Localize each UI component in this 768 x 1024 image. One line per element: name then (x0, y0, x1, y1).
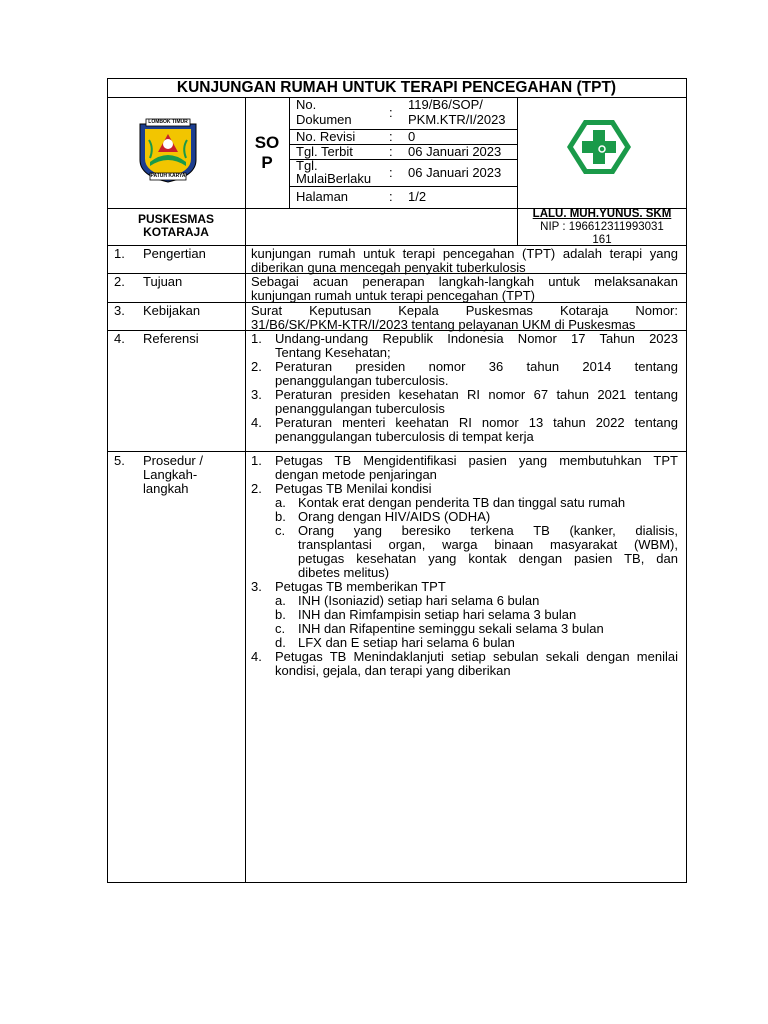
step-2a-text: Kontak erat dengan penderita TB dan tinggal satu rumah (298, 495, 626, 510)
referensi-item-1-line-1: Undang-undang Republik Indonesia Nomor 17 Tahun 2023 (275, 331, 678, 346)
document-title: KUNJUNGAN RUMAH UNTUK TERAPI PENCEGAHAN (TPT) (176, 79, 617, 96)
emblem-top-text: LOMBOK TIMUR (148, 119, 188, 125)
section-label-referensi: Referensi (143, 331, 199, 346)
signatory-nip-cont: 161 (592, 234, 612, 246)
list-number: 3. (251, 387, 262, 402)
step-3-text: Petugas TB memberikan TPT (275, 579, 446, 594)
colon: : (389, 144, 393, 159)
colon: : (389, 105, 393, 120)
section-label-prosedur-3: langkah (143, 481, 189, 496)
section-label-pengertian: Pengertian (143, 246, 206, 261)
list-number: 4. (251, 649, 262, 664)
list-letter: b. (275, 607, 286, 622)
organization-line1: PUSKESMAS (137, 212, 214, 226)
list-letter: c. (275, 621, 286, 636)
puskesmas-logo-icon (566, 119, 632, 175)
section-label-prosedur-2: Langkah- (143, 467, 198, 482)
step-2c-line-1: Orang yang beresiko terkena TB (kanker, dialisis, (298, 523, 678, 538)
kebijakan-line-2: 31/B6/SK/PKM-KTR/I/2023 tentang pelayanan UKM di Puskesmas (251, 317, 636, 332)
step-4-line-1: Petugas TB Menindaklanjuti setiap sebulan sekali dengan menilai (275, 649, 678, 664)
emblem-bottom-text: PATUH KARYA (150, 173, 186, 179)
sop-label-line1: SO (254, 133, 280, 152)
step-4-line-2: kondisi, gejala, dan terapi yang diberikan (275, 663, 511, 678)
step-1-line-2: dengan metode penjaringan (275, 467, 437, 482)
step-3d-text: LFX dan E setiap hari selama 6 bulan (298, 635, 515, 650)
lombok-timur-emblem-icon (136, 118, 200, 184)
list-number: 2. (251, 359, 262, 374)
tgl-mulai-label-2: MulaiBerlaku (296, 171, 372, 186)
referensi-item-2-line-2: penanggulangan tuberculosis. (275, 373, 449, 388)
no-revisi-label: No. Revisi (296, 129, 356, 144)
tujuan-line-1: Sebagai acuan penerapan langkah-langkah untuk melaksanakan (251, 274, 678, 289)
list-letter: a. (275, 495, 286, 510)
referensi-item-2-line-1: Peraturan presiden nomor 36 tahun 2014 tentang (275, 359, 678, 374)
kebijakan-line-1: Surat Keputusan Kepala Puskesmas Kotaraja Nomor: (251, 303, 678, 318)
halaman-label: Halaman (296, 189, 349, 204)
list-number: 2. (251, 481, 262, 496)
colon: : (389, 165, 393, 180)
tgl-terbit-label: Tgl. Terbit (296, 144, 353, 159)
list-letter: d. (275, 635, 286, 650)
step-2b-text: Orang dengan HIV/AIDS (ODHA) (298, 509, 491, 524)
list-number: 1. (251, 453, 262, 468)
signatory-nip: NIP : 196612311993031 (540, 221, 664, 233)
tgl-mulai-label-1: Tgl. (296, 158, 318, 173)
referensi-item-3-line-2: penanggulangan tuberculosis (275, 401, 445, 416)
section-label-prosedur: Prosedur / (143, 453, 203, 468)
step-3b-text: INH dan Rimfampisin setiap hari selama 3 bulan (298, 607, 577, 622)
list-letter: c. (275, 523, 286, 538)
tgl-terbit-value: 06 Januari 2023 (408, 144, 502, 159)
no-dokumen-label-2: Dokumen (296, 112, 352, 127)
tujuan-line-2: kunjungan rumah untuk terapi pencegahan (TPT) (251, 288, 536, 303)
colon: : (389, 189, 393, 204)
section-number: 3. (114, 303, 125, 318)
list-number: 3. (251, 579, 262, 594)
step-2c-line-2: transplantasi organ, warga binaan masyarakat (WBM), (298, 537, 678, 552)
halaman-value: 1/2 (408, 189, 427, 204)
section-label-kebijakan: Kebijakan (143, 303, 201, 318)
pengertian-line-1: kunjungan rumah untuk terapi pencegahan (TPT) adalah terapi yang (251, 246, 678, 261)
referensi-item-4-line-1: Peraturan menteri keehatan RI nomor 13 tahun 2022 tentang (275, 415, 678, 430)
list-number: 1. (251, 331, 262, 346)
list-letter: a. (275, 593, 286, 608)
sop-label (252, 133, 282, 173)
step-2c-line-4: dibetes melitus) (298, 565, 390, 580)
section-label-tujuan: Tujuan (143, 274, 183, 289)
no-revisi-value: 0 (408, 129, 416, 144)
no-dokumen-label-1: No. (296, 97, 317, 112)
step-2c-line-3: petugas kesehatan yang kontak dengan pasien TB, dan (298, 551, 678, 566)
step-3c-text: INH dan Rifapentine seminggu sekali selama 3 bulan (298, 621, 604, 636)
signatory-block (518, 208, 686, 246)
referensi-item-3-line-1: Peraturan presiden kesehatan RI nomor 67 tahun 2021 tentang (275, 387, 678, 402)
step-1-line-1: Petugas TB Mengidentifikasi pasien yang membutuhkan TPT (275, 453, 678, 468)
organization-name (107, 213, 245, 239)
tgl-mulai-value: 06 Januari 2023 (408, 165, 502, 180)
referensi-item-1-line-2: Tentang Kesehatan; (275, 345, 391, 360)
section-number: 1. (114, 246, 125, 261)
colon: : (389, 129, 393, 144)
list-letter: b. (275, 509, 286, 524)
pengertian-line-2: diberikan guna mencegah penyakit tuberkulosis (251, 260, 526, 275)
sop-label-line2: P (261, 153, 273, 172)
no-dokumen-value-2: PKM.KTR/I/2023 (408, 112, 506, 127)
organization-line2: KOTARAJA (143, 225, 209, 239)
no-dokumen-value-1: 119/B6/SOP/ (408, 97, 483, 112)
section-number: 5. (114, 453, 125, 468)
section-number: 4. (114, 331, 125, 346)
list-number: 4. (251, 415, 262, 430)
referensi-item-4-line-2: penanggulangan tuberculosis di tempat kerja (275, 429, 534, 444)
step-2-text: Petugas TB Menilai kondisi (275, 481, 432, 496)
section-number: 2. (114, 274, 125, 289)
signatory-name: LALU. MUH.YUNUS. SKM (532, 208, 672, 220)
step-3a-text: INH (Isoniazid) setiap hari selama 6 bulan (298, 593, 540, 608)
